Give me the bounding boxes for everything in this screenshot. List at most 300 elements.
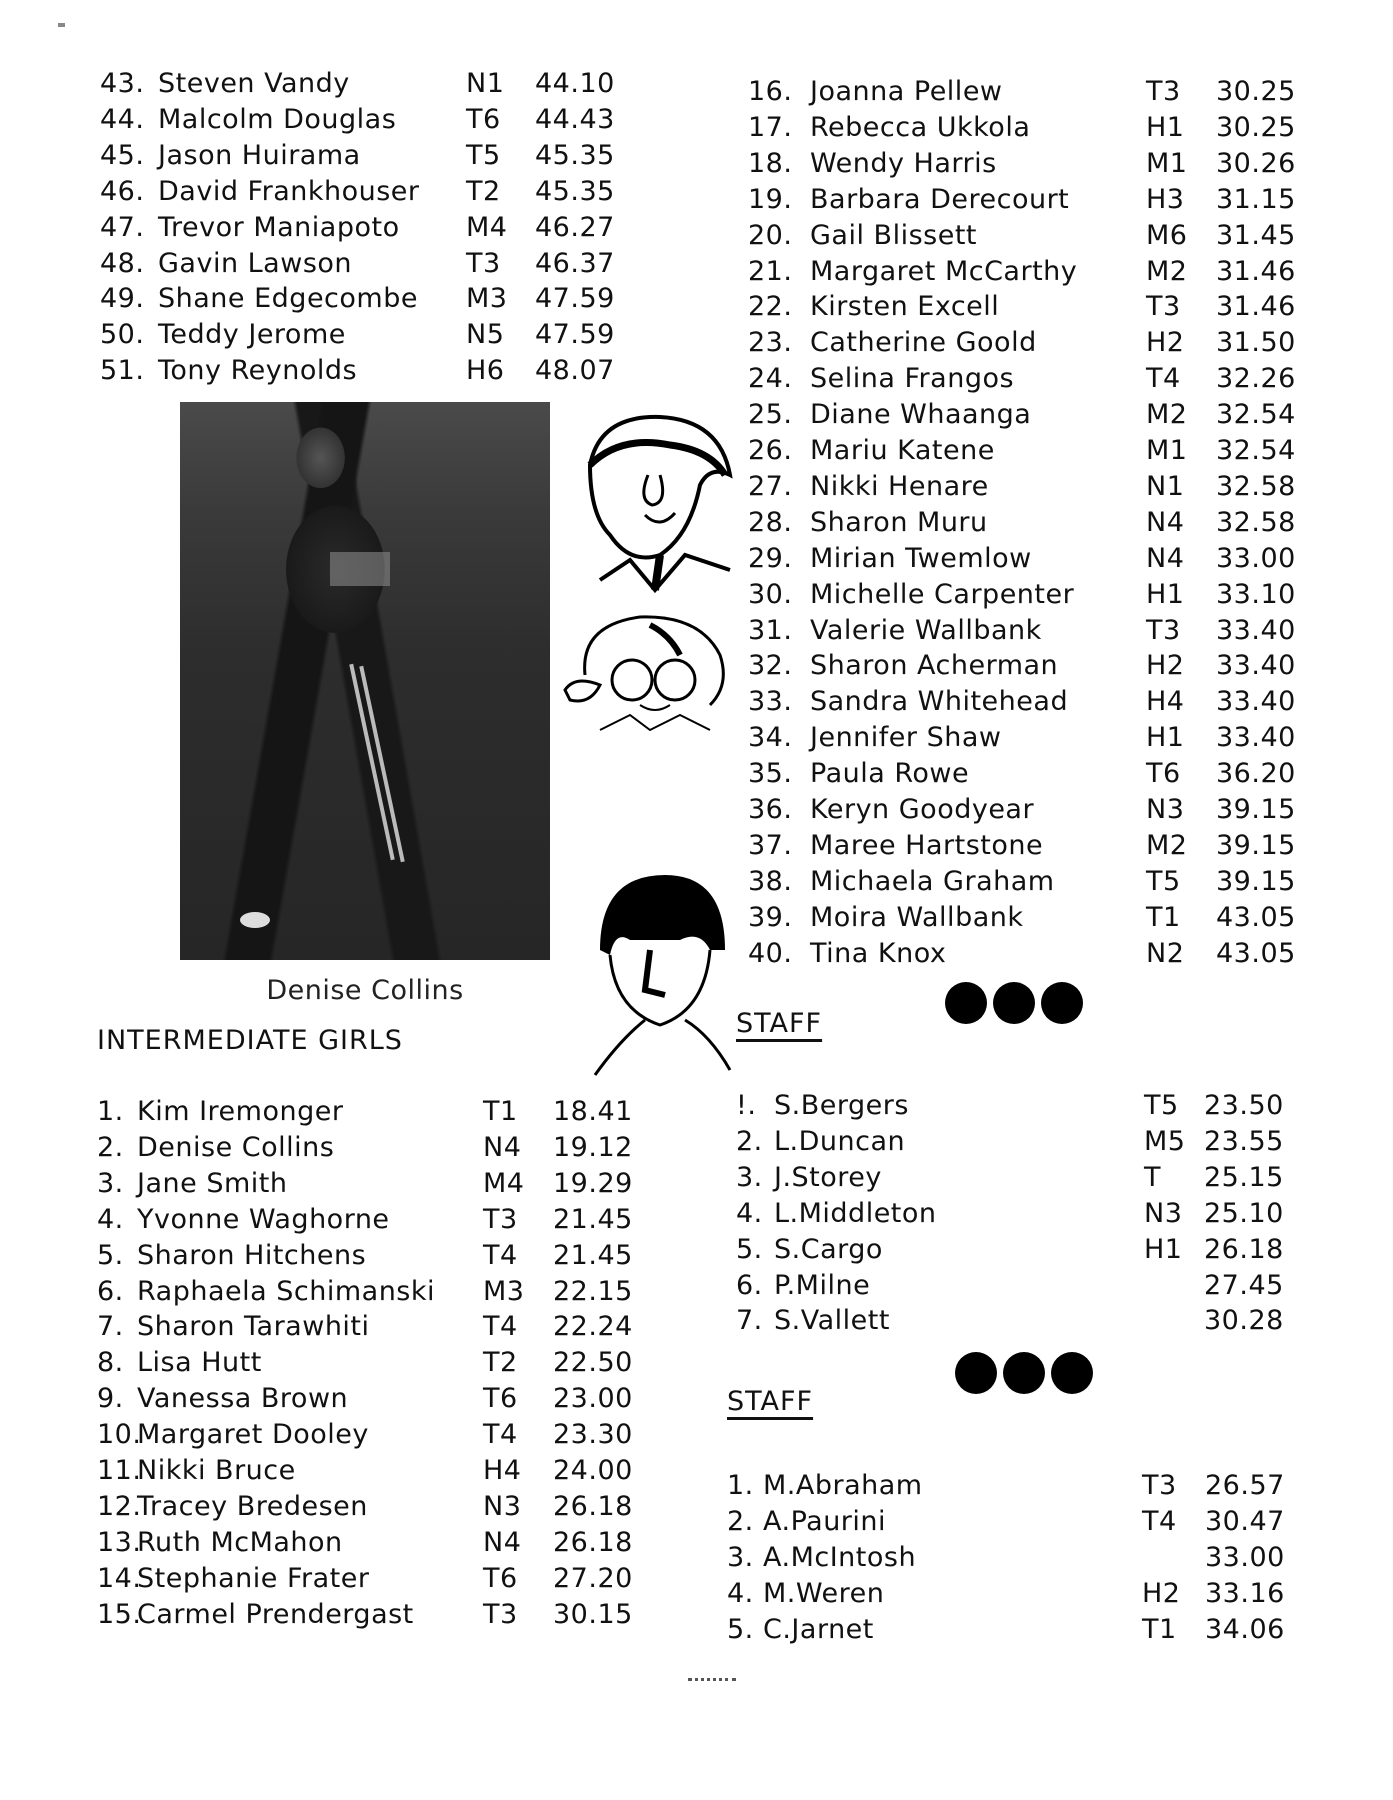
position-number: 45.	[100, 139, 145, 171]
finish-time: 33.10	[1216, 578, 1296, 610]
result-row	[748, 577, 1306, 613]
house-code: N4	[483, 1526, 522, 1558]
result-row	[97, 1238, 643, 1274]
runner-name: Gail Blissett	[810, 219, 977, 251]
position-number: 24.	[748, 363, 793, 395]
runner-name: Sharon Tarawhiti	[137, 1311, 370, 1343]
runner-name: Sharon Acherman	[810, 650, 1059, 682]
finish-time: 31.45	[1216, 219, 1296, 251]
position-number: 12.	[97, 1490, 142, 1522]
finish-time: 39.15	[1216, 794, 1296, 825]
result-row	[100, 281, 625, 317]
position-number: 39.	[748, 901, 793, 933]
result-row	[100, 102, 625, 138]
position-number: 10.	[97, 1419, 142, 1451]
shirt-logo	[330, 552, 390, 586]
house-code: T4	[483, 1311, 518, 1343]
dot	[955, 1352, 997, 1394]
result-row	[97, 1561, 643, 1597]
runner-name: Nikki Henare	[810, 470, 989, 502]
result-row	[97, 1597, 643, 1633]
runner-name: Paula Rowe	[810, 758, 970, 790]
position-number: 34.	[748, 722, 793, 754]
house-code: T3	[466, 247, 501, 279]
house-code: H2	[1142, 1577, 1181, 1609]
finish-time: 33.00	[1205, 1541, 1285, 1573]
finish-time: 34.06	[1205, 1613, 1285, 1645]
runner-name: M.Weren	[763, 1577, 885, 1609]
runner-name: Valerie Wallbank	[810, 614, 1042, 646]
position-number: 3.	[736, 1161, 763, 1193]
runner-name: Jane Smith	[137, 1167, 288, 1199]
position-number: 29.	[748, 542, 793, 574]
finish-time: 32.54	[1216, 435, 1296, 466]
position-number: !.	[736, 1090, 757, 1121]
runner-name: Margaret McCarthy	[810, 255, 1078, 287]
house-code: T2	[483, 1347, 518, 1379]
position-number: 47.	[100, 211, 145, 243]
result-row	[727, 1504, 1295, 1540]
runner-name: Teddy Jerome	[158, 319, 346, 351]
runner-name: Tina Knox	[810, 937, 947, 969]
position-number: 3.	[97, 1167, 124, 1199]
dot	[1003, 1352, 1045, 1394]
result-row	[748, 900, 1306, 936]
finish-time: 32.58	[1216, 506, 1296, 538]
house-code: T6	[483, 1383, 518, 1415]
finish-time: 31.15	[1216, 183, 1296, 215]
dot	[1051, 1352, 1093, 1394]
photo-caption: Denise Collins	[266, 975, 464, 1006]
result-row	[748, 182, 1306, 218]
finish-time: 25.15	[1204, 1161, 1284, 1193]
position-number: 7.	[736, 1305, 763, 1337]
runner-name: Selina Frangos	[810, 363, 1015, 395]
house-code: T5	[1144, 1090, 1179, 1121]
result-row	[736, 1232, 1294, 1268]
position-number: 26.	[748, 435, 793, 466]
runner-name: Raphaela Schimanski	[137, 1275, 436, 1307]
runner-name: Jason Huirama	[158, 139, 361, 171]
runner-name: Tony Reynolds	[158, 355, 358, 387]
result-row	[100, 317, 625, 353]
house-code: N4	[483, 1131, 522, 1163]
result-row	[736, 1196, 1294, 1232]
finish-time: 47.59	[535, 319, 615, 351]
finish-time: 43.05	[1216, 937, 1296, 969]
finish-time: 44.43	[535, 103, 615, 135]
house-code: T4	[1142, 1505, 1177, 1537]
house-code: H2	[1146, 327, 1185, 359]
runner-name: Sharon Hitchens	[137, 1239, 367, 1271]
result-row	[748, 146, 1306, 182]
runner-name: L.Middleton	[774, 1197, 937, 1229]
position-number: 1.	[97, 1096, 124, 1127]
result-row	[100, 246, 625, 282]
result-row	[97, 1381, 643, 1417]
house-code: T	[1144, 1161, 1161, 1193]
house-code: H2	[1146, 650, 1185, 682]
position-number: 49.	[100, 283, 145, 315]
finish-time: 22.50	[553, 1347, 633, 1379]
finish-time: 24.00	[553, 1455, 633, 1486]
runner-name: Keryn Goodyear	[810, 794, 1035, 825]
finish-time: 31.46	[1216, 255, 1296, 287]
caricature-face-1-icon	[560, 405, 740, 595]
runner-name: P.Milne	[774, 1269, 871, 1301]
section-heading-intermediate-girls: INTERMEDIATE GIRLS	[97, 1025, 403, 1056]
house-code: M5	[1144, 1125, 1186, 1157]
finish-time: 45.35	[535, 139, 615, 171]
runner-name: Kim Iremonger	[137, 1096, 344, 1127]
result-row	[100, 138, 625, 174]
position-number: 44.	[100, 103, 145, 135]
finish-time: 39.15	[1216, 829, 1296, 861]
runner-name: L.Duncan	[774, 1125, 906, 1157]
position-number: 50.	[100, 319, 145, 351]
finish-time: 23.50	[1204, 1090, 1284, 1121]
runner-name: S.Bergers	[774, 1090, 909, 1121]
caricature-face-3-icon	[590, 870, 735, 1080]
position-number: 32.	[748, 650, 793, 682]
position-number: 2.	[727, 1505, 754, 1537]
finish-time: 32.58	[1216, 470, 1296, 502]
result-row	[97, 1417, 643, 1453]
runner-name: Gavin Lawson	[158, 247, 353, 279]
position-number: 8.	[97, 1347, 124, 1379]
position-number: 35.	[748, 758, 793, 790]
runner-name: Diane Whaanga	[810, 399, 1032, 431]
position-number: 5.	[97, 1239, 124, 1271]
house-code: N3	[1146, 794, 1185, 825]
result-row	[736, 1268, 1294, 1304]
finish-time: 27.45	[1204, 1269, 1284, 1301]
house-code: H6	[466, 355, 505, 387]
house-code: T4	[483, 1239, 518, 1271]
runner-name: Sandra Whitehead	[810, 686, 1069, 718]
section-heading-staff-2: STAFF	[727, 1386, 814, 1417]
position-number: 4.	[97, 1203, 124, 1235]
position-number: 23.	[748, 327, 793, 359]
result-row	[748, 684, 1306, 720]
house-code: H1	[1146, 722, 1185, 754]
house-code: T1	[1142, 1613, 1177, 1645]
finish-time: 22.15	[553, 1275, 633, 1307]
result-row	[100, 353, 625, 389]
position-number: 5.	[727, 1613, 754, 1645]
result-row	[748, 720, 1306, 756]
house-code: M1	[1146, 147, 1188, 179]
house-code: T6	[1146, 758, 1181, 790]
position-number: 36.	[748, 794, 793, 825]
runner-name: Yvonne Waghorne	[137, 1203, 390, 1235]
finish-time: 30.25	[1216, 76, 1296, 107]
position-number: 4.	[736, 1197, 763, 1229]
runner-name: Barbara Derecourt	[810, 183, 1070, 215]
result-row	[736, 1303, 1294, 1339]
runner-name: A.Paurini	[763, 1505, 887, 1537]
house-code: H4	[1146, 686, 1185, 718]
finish-time: 22.24	[553, 1311, 633, 1343]
result-row	[736, 1160, 1294, 1196]
runner-name: S.Cargo	[774, 1233, 883, 1265]
position-number: 37.	[748, 829, 793, 861]
shoe-highlight	[240, 912, 270, 928]
house-code: H1	[1144, 1233, 1183, 1265]
result-row	[748, 648, 1306, 684]
house-code: M6	[1146, 219, 1188, 251]
dot	[993, 982, 1035, 1024]
finish-time: 23.30	[553, 1419, 633, 1451]
finish-time: 33.40	[1216, 650, 1296, 682]
result-row	[748, 541, 1306, 577]
track-stripe	[349, 664, 394, 860]
result-row	[736, 1088, 1294, 1124]
position-number: 2.	[97, 1131, 124, 1163]
result-row	[97, 1489, 643, 1525]
house-code: T4	[1146, 363, 1181, 395]
runner-name: Catherine Goold	[810, 327, 1037, 359]
finish-time: 43.05	[1216, 901, 1296, 933]
position-number: 19.	[748, 183, 793, 215]
runner-name: C.Jarnet	[763, 1613, 874, 1645]
house-code: N1	[466, 68, 505, 99]
position-number: 16.	[748, 76, 793, 107]
house-code: T3	[1146, 76, 1181, 107]
position-number: 5.	[736, 1233, 763, 1265]
result-row	[748, 361, 1306, 397]
finish-time: 33.40	[1216, 686, 1296, 718]
finish-time: 30.28	[1204, 1305, 1284, 1337]
runner-name: Mirian Twemlow	[810, 542, 1032, 574]
finish-time: 25.10	[1204, 1197, 1284, 1229]
dot	[945, 982, 987, 1024]
result-row	[100, 174, 625, 210]
finish-time: 23.55	[1204, 1125, 1284, 1157]
finish-time: 46.37	[535, 247, 615, 279]
result-row	[100, 66, 625, 102]
runner-name: Stephanie Frater	[137, 1562, 370, 1594]
result-row	[97, 1453, 643, 1489]
house-code: T3	[1146, 614, 1181, 646]
result-row	[748, 110, 1306, 146]
runner-name: Vanessa Brown	[137, 1383, 349, 1415]
runner-name: Mariu Katene	[810, 435, 995, 466]
result-row	[727, 1576, 1295, 1612]
runner-name: Steven Vandy	[158, 68, 350, 99]
separator-dots	[955, 1352, 1093, 1394]
runner-name: A.McIntosh	[763, 1541, 917, 1573]
runner-name: Maree Hartstone	[810, 829, 1044, 861]
house-code: T3	[483, 1203, 518, 1235]
finish-time: 26.18	[553, 1526, 633, 1558]
result-row	[97, 1309, 643, 1345]
finish-time: 33.40	[1216, 722, 1296, 754]
result-row	[97, 1094, 643, 1130]
page-number-smudge	[688, 1678, 736, 1685]
runner-name: Shane Edgecombe	[158, 283, 418, 315]
runner-name: Rebecca Ukkola	[810, 111, 1031, 143]
result-row	[748, 397, 1306, 433]
house-code: T3	[1146, 291, 1181, 323]
caricature-face-2-icon	[560, 605, 735, 740]
result-row	[97, 1166, 643, 1202]
finish-time: 36.20	[1216, 758, 1296, 790]
position-number: 7.	[97, 1311, 124, 1343]
position-number: 13.	[97, 1526, 142, 1558]
finish-time: 26.57	[1205, 1470, 1285, 1501]
house-code: M4	[466, 211, 508, 243]
finish-time: 48.07	[535, 355, 615, 387]
result-row	[748, 469, 1306, 505]
runner-name: Lisa Hutt	[137, 1347, 262, 1379]
house-code: T1	[483, 1096, 518, 1127]
finish-time: 19.29	[553, 1167, 633, 1199]
house-code: N4	[1146, 542, 1185, 574]
position-number: 28.	[748, 506, 793, 538]
position-number: 33.	[748, 686, 793, 718]
position-number: 31.	[748, 614, 793, 646]
finish-time: 33.00	[1216, 542, 1296, 574]
position-number: 1.	[727, 1470, 754, 1501]
house-code: T2	[466, 175, 501, 207]
house-code: N4	[1146, 506, 1185, 538]
runner-name: Carmel Prendergast	[137, 1598, 414, 1630]
position-number: 51.	[100, 355, 145, 387]
result-row	[748, 289, 1306, 325]
result-row	[97, 1130, 643, 1166]
house-code: T4	[483, 1419, 518, 1451]
runner-name: M.Abraham	[763, 1470, 923, 1501]
runner-name: J.Storey	[774, 1161, 882, 1193]
finish-time: 32.26	[1216, 363, 1296, 395]
house-code: M4	[483, 1167, 525, 1199]
position-number: 11.	[97, 1455, 142, 1486]
result-row	[97, 1525, 643, 1561]
finish-time: 33.40	[1216, 614, 1296, 646]
position-number: 30.	[748, 578, 793, 610]
result-row	[748, 792, 1306, 828]
finish-time: 32.54	[1216, 399, 1296, 431]
house-code: H4	[483, 1455, 522, 1486]
house-code: M2	[1146, 829, 1188, 861]
finish-time: 44.10	[535, 68, 615, 99]
house-code: T6	[466, 103, 501, 135]
finish-time: 19.12	[553, 1131, 633, 1163]
house-code: H3	[1146, 183, 1185, 215]
runner-photo	[180, 402, 550, 960]
runner-name: Tracey Bredesen	[137, 1490, 368, 1522]
house-code: T5	[1146, 865, 1181, 897]
position-number: 20.	[748, 219, 793, 251]
runner-name: Margaret Dooley	[137, 1419, 369, 1451]
result-row	[736, 1124, 1294, 1160]
result-row	[727, 1468, 1295, 1504]
position-number: 15.	[97, 1598, 142, 1630]
result-row	[748, 756, 1306, 792]
runner-name: S.Vallett	[774, 1305, 890, 1337]
track-stripe	[359, 666, 404, 862]
result-row	[748, 74, 1306, 110]
runner-name: Nikki Bruce	[137, 1455, 296, 1486]
result-row	[97, 1202, 643, 1238]
house-code: T6	[483, 1562, 518, 1594]
position-number: 6.	[97, 1275, 124, 1307]
house-code: M1	[1146, 435, 1188, 466]
result-row	[748, 864, 1306, 900]
finish-time: 23.00	[553, 1383, 633, 1415]
position-number: 22.	[748, 291, 793, 323]
runner-name: Joanna Pellew	[810, 76, 1003, 107]
section-heading-staff-1: STAFF	[736, 1008, 823, 1039]
runner-name: Moira Wallbank	[810, 901, 1024, 933]
position-number: 40.	[748, 937, 793, 969]
position-number: 4.	[727, 1577, 754, 1609]
house-code: N2	[1146, 937, 1185, 969]
finish-time: 46.27	[535, 211, 615, 243]
position-number: 18.	[748, 147, 793, 179]
house-code: M3	[483, 1275, 525, 1307]
runner-name: Kirsten Excell	[810, 291, 1000, 323]
scan-smudge-top	[58, 23, 65, 27]
position-number: 17.	[748, 111, 793, 143]
dot	[1041, 982, 1083, 1024]
result-row	[748, 613, 1306, 649]
result-row	[748, 325, 1306, 361]
finish-time: 30.26	[1216, 147, 1296, 179]
result-row	[748, 936, 1306, 972]
runner-name: David Frankhouser	[158, 175, 420, 207]
position-number: 46.	[100, 175, 145, 207]
runner-name: Malcolm Douglas	[158, 103, 397, 135]
runner-name: Trevor Maniapoto	[158, 211, 400, 243]
position-number: 14.	[97, 1562, 142, 1594]
house-code: N1	[1146, 470, 1185, 502]
finish-time: 21.45	[553, 1239, 633, 1271]
result-row	[727, 1540, 1295, 1576]
position-number: 21.	[748, 255, 793, 287]
runner-name: Jennifer Shaw	[810, 722, 1002, 754]
result-row	[97, 1274, 643, 1310]
house-code: T3	[1142, 1470, 1177, 1501]
house-code: T3	[483, 1598, 518, 1630]
position-number: 43.	[100, 68, 145, 99]
finish-time: 47.59	[535, 283, 615, 315]
finish-time: 45.35	[535, 175, 615, 207]
house-code: H1	[1146, 578, 1185, 610]
finish-time: 26.18	[553, 1490, 633, 1522]
result-row	[748, 254, 1306, 290]
position-number: 48.	[100, 247, 145, 279]
house-code: M3	[466, 283, 508, 315]
finish-time: 39.15	[1216, 865, 1296, 897]
result-row	[100, 210, 625, 246]
runner-name: Denise Collins	[137, 1131, 335, 1163]
finish-time: 31.46	[1216, 291, 1296, 323]
house-code: M2	[1146, 399, 1188, 431]
position-number: 25.	[748, 399, 793, 431]
result-row	[748, 828, 1306, 864]
finish-time: 18.41	[553, 1096, 633, 1127]
finish-time: 30.47	[1205, 1505, 1285, 1537]
runner-name: Ruth McMahon	[137, 1526, 343, 1558]
runner-name: Michaela Graham	[810, 865, 1055, 897]
result-row	[727, 1612, 1295, 1648]
house-code: N3	[1144, 1197, 1183, 1229]
position-number: 2.	[736, 1125, 763, 1157]
house-code: N5	[466, 319, 505, 351]
finish-time: 31.50	[1216, 327, 1296, 359]
